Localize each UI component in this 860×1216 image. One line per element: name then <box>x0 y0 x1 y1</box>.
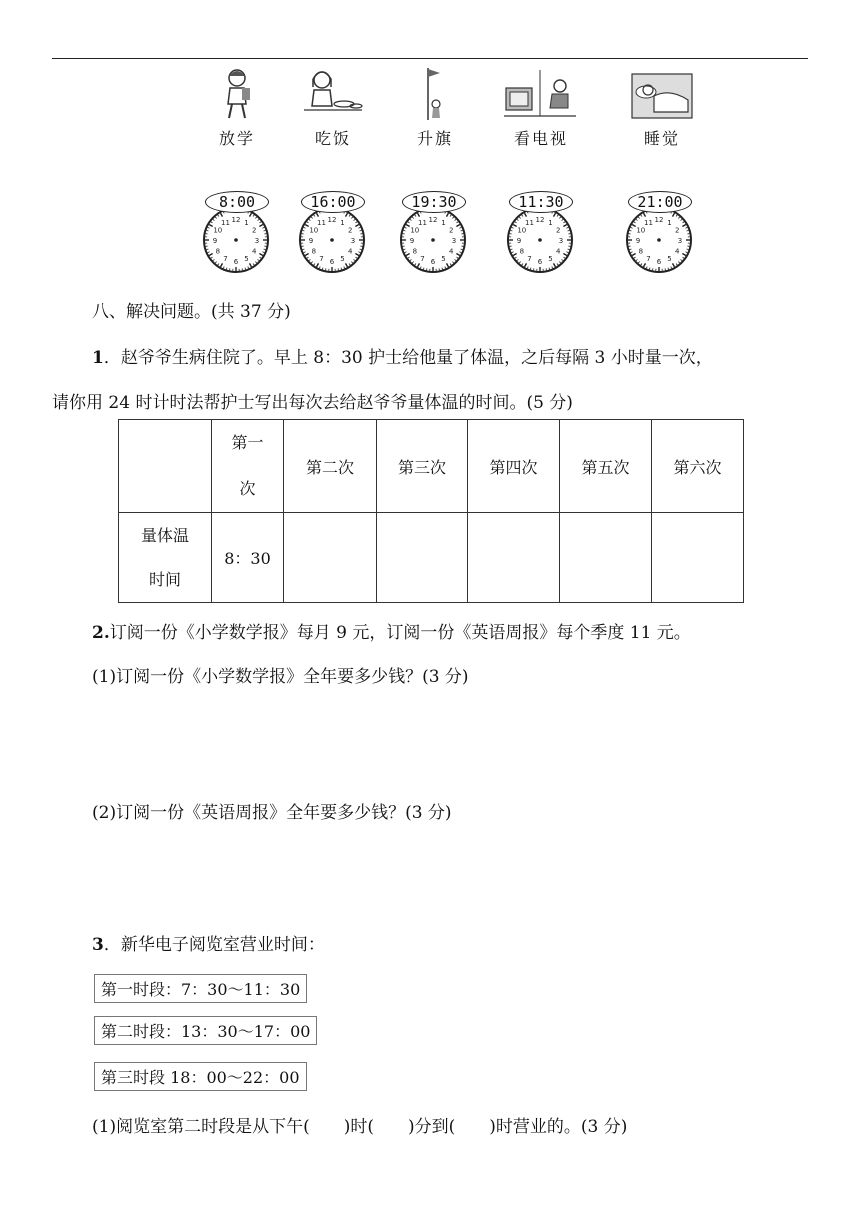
svg-text:8: 8 <box>311 247 317 256</box>
svg-text:2: 2 <box>251 226 257 235</box>
hours-period-1: 第一时段：7：30～11：30 <box>94 974 307 1003</box>
table-answer-cell[interactable] <box>468 513 560 603</box>
clock-time-label: 8:00 <box>205 191 269 213</box>
svg-text:5: 5 <box>667 255 672 264</box>
svg-text:10: 10 <box>309 226 319 235</box>
clock-time-label: 11:30 <box>509 191 573 213</box>
section-title: 八、解决问题。(共 37 分) <box>92 302 291 322</box>
student-walking-icon <box>212 66 262 122</box>
svg-text:5: 5 <box>244 255 249 264</box>
svg-text:1: 1 <box>340 218 345 227</box>
svg-text:5: 5 <box>548 255 553 264</box>
svg-text:8: 8 <box>638 247 644 256</box>
svg-text:6: 6 <box>233 258 239 266</box>
q3-number: 3 <box>92 935 104 955</box>
activity-label-tv: 看电视 <box>513 129 568 148</box>
svg-text:12: 12 <box>231 216 241 224</box>
svg-text:4: 4 <box>347 247 353 256</box>
svg-text:2: 2 <box>555 226 561 235</box>
svg-text:2: 2 <box>674 226 680 235</box>
activity-label-flag: 升旗 <box>416 129 453 148</box>
svg-text:7: 7 <box>646 255 651 264</box>
table-header-cell: 第四次 <box>468 420 560 513</box>
svg-text:11: 11 <box>525 218 534 227</box>
q1-line2: 请你用 24 时计时法帮护士写出每次去给赵爷爷量体温的时间。(5 分) <box>52 393 573 413</box>
q3-stem <box>92 930 325 955</box>
svg-text:4: 4 <box>555 247 561 256</box>
hours-period-3: 第三时段 18：00～22：00 <box>94 1062 307 1091</box>
svg-text:6: 6 <box>656 258 662 266</box>
svg-text:11: 11 <box>317 218 326 227</box>
svg-text:12: 12 <box>327 216 337 224</box>
q1-text-1: ．赵爷爷生病住院了。早上 8：30 护士给他量了体温，之后每隔 3 小时量一次， <box>103 348 713 368</box>
svg-text:9: 9 <box>516 237 522 245</box>
table-value-cell: 8：30 <box>212 513 284 603</box>
svg-text:9: 9 <box>212 237 218 245</box>
temperature-table <box>118 419 744 603</box>
svg-text:8: 8 <box>412 247 418 256</box>
activity-label-after-school: 放学 <box>218 129 255 148</box>
activity-label-eating: 吃饭 <box>314 129 351 148</box>
hours-period-2: 第二时段：13：30～17：00 <box>94 1016 317 1045</box>
flag-raising-icon <box>420 66 450 122</box>
q2-sub1: (1)订阅一份《小学数学报》全年要多少钱？(3 分) <box>92 667 469 687</box>
clock-time-label: 19:30 <box>402 191 466 213</box>
table-answer-cell[interactable] <box>377 513 468 603</box>
svg-text:3: 3 <box>677 237 683 245</box>
q3-text: ．新华电子阅览室营业时间： <box>103 935 325 955</box>
svg-text:10: 10 <box>517 226 527 235</box>
activity-label-sleep: 睡觉 <box>643 129 680 148</box>
q2-text: 订阅一份《小学数学报》每月 9 元，订阅一份《英语周报》每个季度 11 元。 <box>109 623 691 643</box>
svg-text:11: 11 <box>418 218 427 227</box>
svg-text:9: 9 <box>409 237 415 245</box>
sleeping-icon <box>630 66 694 122</box>
table-answer-cell[interactable] <box>284 513 377 603</box>
q2-number: 2. <box>92 623 110 643</box>
svg-text:12: 12 <box>428 216 438 224</box>
svg-text:6: 6 <box>430 258 436 266</box>
svg-text:9: 9 <box>308 237 314 245</box>
clock-face-icon <box>297 205 367 275</box>
svg-text:8: 8 <box>215 247 221 256</box>
svg-text:1: 1 <box>548 218 553 227</box>
clock-face-icon <box>398 205 468 275</box>
table-header-cell: 第一次 <box>212 420 284 513</box>
svg-text:3: 3 <box>254 237 260 245</box>
svg-text:7: 7 <box>319 255 324 264</box>
svg-text:12: 12 <box>535 216 545 224</box>
q1-number: 1 <box>92 348 104 368</box>
svg-text:3: 3 <box>558 237 564 245</box>
q2-sub2: (2)订阅一份《英语周报》全年要多少钱？(3 分) <box>92 803 452 823</box>
svg-text:2: 2 <box>448 226 454 235</box>
header-rule <box>52 58 808 59</box>
clock-face-icon <box>624 205 694 275</box>
q3-sub1: (1)阅览室第二时段是从下午( )时( )分到( )时营业的。(3 分) <box>92 1117 628 1137</box>
watching-tv-icon <box>504 66 576 122</box>
svg-text:1: 1 <box>667 218 672 227</box>
clock-face-icon <box>505 205 575 275</box>
table-answer-cell[interactable] <box>560 513 652 603</box>
clock-time-label: 21:00 <box>628 191 692 213</box>
svg-text:4: 4 <box>674 247 680 256</box>
svg-text:4: 4 <box>448 247 454 256</box>
table-header-cell: 第五次 <box>560 420 652 513</box>
svg-text:8: 8 <box>519 247 525 256</box>
svg-text:11: 11 <box>221 218 230 227</box>
table-header-cell: 第三次 <box>377 420 468 513</box>
table-header-cell: 第二次 <box>284 420 377 513</box>
svg-text:6: 6 <box>537 258 543 266</box>
svg-text:6: 6 <box>329 258 335 266</box>
svg-text:7: 7 <box>420 255 425 264</box>
svg-text:2: 2 <box>347 226 353 235</box>
table-row-label: 量体温时间 <box>119 513 212 603</box>
table-answer-cell[interactable] <box>652 513 744 603</box>
table-header-cell: 第六次 <box>652 420 744 513</box>
svg-text:1: 1 <box>441 218 446 227</box>
svg-text:7: 7 <box>223 255 228 264</box>
svg-text:4: 4 <box>251 247 257 256</box>
svg-text:10: 10 <box>410 226 420 235</box>
svg-text:5: 5 <box>340 255 345 264</box>
girl-eating-icon <box>302 66 364 122</box>
svg-text:5: 5 <box>441 255 446 264</box>
svg-text:9: 9 <box>635 237 641 245</box>
q2-stem <box>92 618 691 643</box>
clock-time-label: 16:00 <box>301 191 365 213</box>
table-corner-cell <box>119 420 212 513</box>
svg-text:3: 3 <box>350 237 356 245</box>
svg-text:7: 7 <box>527 255 532 264</box>
q1-line1 <box>92 343 713 368</box>
svg-text:1: 1 <box>244 218 249 227</box>
svg-text:10: 10 <box>213 226 223 235</box>
svg-text:10: 10 <box>636 226 646 235</box>
clock-face-icon <box>201 205 271 275</box>
svg-text:3: 3 <box>451 237 457 245</box>
svg-text:12: 12 <box>654 216 664 224</box>
svg-text:11: 11 <box>644 218 653 227</box>
